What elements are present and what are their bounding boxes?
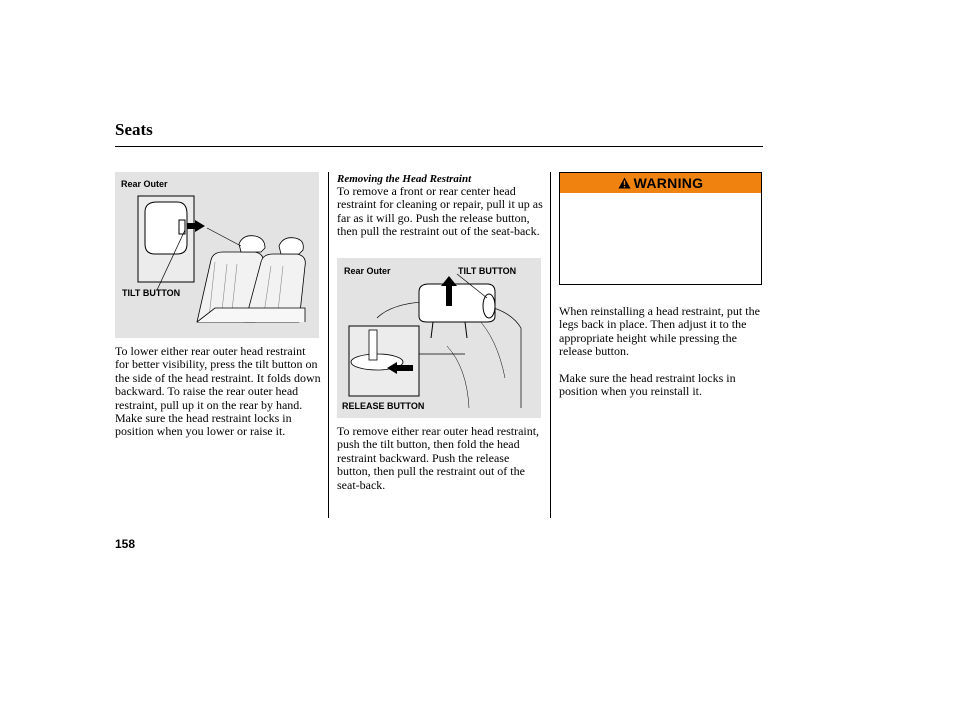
figure-rear-outer-tilt [115,172,319,338]
warning-banner [560,173,761,193]
warning-label: WARNING [633,175,704,191]
column2-text-bottom [337,425,543,492]
page-number: 158 [115,537,136,551]
figure-label-release-button: RELEASE BUTTON [342,401,425,411]
column-divider-2 [550,172,551,518]
section-subheading: Removing the Head Restraint [337,173,472,185]
figure-label-tilt-button: TILT BUTTON [122,288,181,298]
head-restraint-removal-illustration [337,258,541,418]
column2-paragraph-2: To remove either rear outer head restraint, push the tilt button, then fold the head restraint backward. Push the release button, then pull the restraint out of the seat-back. [337,424,540,492]
column2-text-top [337,185,543,239]
warning-box [559,172,762,285]
column-divider-1 [328,172,329,518]
warning-triangle-icon [618,177,631,189]
column3-paragraph-2: Make sure the head restraint locks in position when you reinstall it. [559,370,736,399]
title-divider [115,146,763,147]
rear-seat-tilt-illustration [115,172,319,338]
column3-paragraph-1: When reinstalling a head restraint, put the legs back in place. Then adjust it to the appropriate height while pressing the release button. [559,304,760,359]
figure-label-rear-outer: Rear Outer [344,266,391,276]
figure-rear-outer-release [337,258,541,418]
figure-label-rear-outer: Rear Outer [121,179,168,189]
figure-label-tilt-button: TILT BUTTON [458,266,517,276]
page-title: Seats [115,120,153,139]
column3-text [559,305,765,398]
column1-paragraph: To lower either rear outer head restraint for better visibility, press the tilt button on the side of the head restraint. It folds down backward. To raise the rear outer head restraint, pull up it on the rear by hand. Make sure the head restraint locks in position when you lower or raise it. [115,344,321,439]
column1-text [115,345,321,439]
column2-paragraph-1: To remove a front or rear center head restraint for cleaning or repair, pull it up as far as it will go. Push the release button, then pull the restraint out of the seat-back. [337,184,543,239]
